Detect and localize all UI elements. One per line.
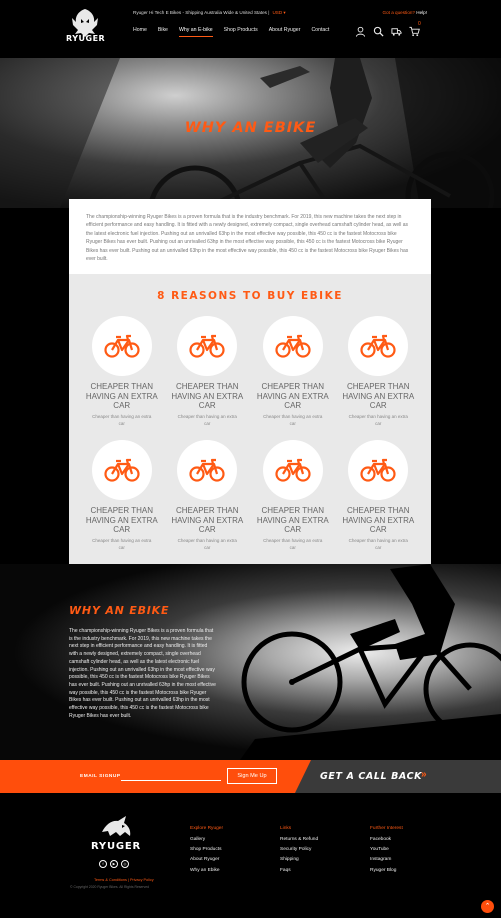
reason-desc: Cheaper than having an extra car bbox=[177, 537, 237, 550]
logo-text[interactable]: RYUGER bbox=[66, 34, 106, 43]
intro-text: The championship-winning Ryuger Bikes is a proven formula that is the industry benchmark. For 2019, this new machine takes the next step in efficient performance and easy handling. It is fitted with a newly designed, extremely compact, single overhead camshaft cylinder head, as well as the latest electronic fuel injection. Pushing out an unrivalled 63hp in the most effective way possible, this 450 cc is the fastest Motocross bike Ryuger Bikes has ever built. Pushing out an unrivalled 63hp in the most effective way possible, this 450 cc is the fastest Motocross bike Ryuger Bikes has ever built. Pushing out an unrivalled 63hp in the most effective way possible, this 450 cc is the fastest Motocross bike Ryuger Bikes has ever built. bbox=[86, 214, 409, 263]
bicycle-icon bbox=[360, 334, 396, 358]
nav-bike[interactable]: Bike bbox=[157, 27, 168, 33]
reason-title: CHEAPER THAN HAVING AN EXTRA CAR bbox=[256, 506, 329, 534]
footer-link-instagram[interactable]: Instagram bbox=[370, 857, 392, 863]
reason-desc: Cheaper than having an extra car bbox=[348, 537, 408, 550]
currency-select[interactable]: USD ▾ bbox=[272, 10, 286, 15]
call-back-link[interactable]: GET A CALL BACK bbox=[320, 771, 423, 782]
reason-desc: Cheaper than having an extra car bbox=[92, 413, 152, 426]
reason-title: CHEAPER THAN HAVING AN EXTRA CAR bbox=[171, 382, 244, 410]
reasons-title: 8 REASONS TO BUY EBIKE bbox=[157, 290, 343, 302]
why-title: WHY AN EBIKE bbox=[69, 604, 170, 617]
header-icons bbox=[355, 21, 421, 35]
footer-col-interest bbox=[370, 826, 403, 878]
bicycle-icon bbox=[189, 458, 225, 482]
email-input[interactable] bbox=[121, 780, 221, 781]
intro-card bbox=[69, 199, 431, 274]
reason-card bbox=[250, 440, 336, 550]
footer-link-gallery[interactable]: Gallery bbox=[190, 837, 206, 842]
reason-desc: Cheaper than having an extra car bbox=[92, 537, 152, 550]
footer-logo-text[interactable]: RYUGER bbox=[90, 841, 142, 852]
back-to-top-icon[interactable]: ⌃ bbox=[481, 900, 494, 913]
nav-contact[interactable]: Contact bbox=[311, 27, 330, 33]
reason-card bbox=[336, 440, 422, 550]
reason-icon-circle bbox=[92, 316, 152, 376]
reason-card bbox=[336, 316, 422, 426]
cart-count: 0 bbox=[418, 21, 421, 27]
reason-title: CHEAPER THAN HAVING AN EXTRA CAR bbox=[256, 382, 329, 410]
currency-value[interactable]: USD bbox=[272, 10, 283, 15]
social-links bbox=[99, 860, 129, 868]
bicycle-icon bbox=[104, 458, 140, 482]
reason-card bbox=[165, 440, 251, 550]
hero-title: WHY AN EBIKE bbox=[184, 120, 317, 136]
bicycle-icon bbox=[189, 334, 225, 358]
reason-icon-circle bbox=[92, 440, 152, 500]
reason-desc: Cheaper than having an extra car bbox=[263, 413, 323, 426]
why-ebike-section bbox=[0, 564, 501, 760]
footer-link-facebook[interactable]: Facebook bbox=[370, 837, 392, 842]
help-prompt bbox=[383, 10, 427, 15]
search-icon[interactable] bbox=[373, 24, 384, 35]
youtube-icon[interactable]: ▶ bbox=[110, 860, 118, 868]
question-text: Got a question? bbox=[382, 10, 415, 15]
footer-col-title: Further Interest bbox=[370, 826, 403, 831]
reason-card bbox=[250, 316, 336, 426]
reason-card bbox=[79, 440, 165, 550]
reason-title: CHEAPER THAN HAVING AN EXTRA CAR bbox=[85, 506, 158, 534]
footer-col-title: Explore Ryuger bbox=[190, 826, 224, 831]
bicycle-icon bbox=[104, 334, 140, 358]
reasons-grid bbox=[79, 316, 421, 550]
main-nav bbox=[133, 27, 340, 33]
reason-icon-circle bbox=[348, 440, 408, 500]
help-link[interactable]: Help! bbox=[416, 10, 427, 15]
reason-card bbox=[165, 316, 251, 426]
user-icon[interactable] bbox=[355, 24, 366, 35]
footer-link-shop[interactable]: Shop Products bbox=[190, 847, 222, 853]
footer-link-blog[interactable]: Ryuger Blog bbox=[370, 867, 397, 873]
footer-link-security[interactable]: Security Policy bbox=[280, 847, 312, 853]
hero-banner bbox=[0, 58, 501, 208]
footer-link-returns[interactable]: Returns & Refund bbox=[280, 837, 319, 842]
nav-home[interactable]: Home bbox=[133, 27, 147, 33]
email-signup-label: EMAIL SIGNUP bbox=[80, 774, 121, 779]
shipping-text: Ryuger Hi Tech E Bikes - Shipping Australia Wide & United States | bbox=[133, 10, 270, 15]
reason-icon-circle bbox=[348, 316, 408, 376]
footer-col-title: Links bbox=[280, 826, 292, 831]
footer-link-why-ebike[interactable]: Why an Ebike bbox=[190, 867, 220, 873]
nav-shop-products[interactable]: Shop Products bbox=[223, 27, 258, 33]
sign-me-up-button[interactable]: Sign Me Up bbox=[227, 768, 277, 784]
copyright: © Copyright 2020 Ryuger Bikes. All Rights Reserved bbox=[70, 885, 150, 889]
reason-desc: Cheaper than having an extra car bbox=[263, 537, 323, 550]
bicycle-icon bbox=[360, 458, 396, 482]
bicycle-icon bbox=[275, 458, 311, 482]
instagram-icon[interactable]: ◎ bbox=[121, 860, 129, 868]
ryuger-footer-logo-icon[interactable] bbox=[98, 814, 134, 840]
reason-title: CHEAPER THAN HAVING AN EXTRA CAR bbox=[85, 382, 158, 410]
facebook-icon[interactable]: f bbox=[99, 860, 107, 868]
delivery-truck-icon[interactable] bbox=[391, 24, 402, 35]
reason-icon-circle bbox=[263, 316, 323, 376]
footer-link-youtube[interactable]: YouTube bbox=[370, 847, 389, 853]
reason-card bbox=[79, 316, 165, 426]
reason-icon-circle bbox=[177, 440, 237, 500]
signup-bar bbox=[0, 760, 501, 793]
bicycle-icon bbox=[275, 334, 311, 358]
site-footer bbox=[0, 793, 501, 918]
reason-title: CHEAPER THAN HAVING AN EXTRA CAR bbox=[342, 382, 415, 410]
reason-icon-circle bbox=[263, 440, 323, 500]
double-chevron-right-icon[interactable]: » bbox=[421, 769, 427, 780]
why-text: The championship-winning Ryuger Bikes is a proven formula that is the industry benchmark. For 2019, this new machine takes the next step in efficient performance and easy handling. It is fitted with a newly designed, extremely compact, single overhead camshaft cylinder head, as well as the latest electronic fuel injection. Pushing out an unrivalled 63hp in the most effective way possible, this 450 cc is the fastest Motocross bike Ryuger Bikes has ever built. Pushing out an unrivalled 63hp in the most effective way possible, this 450 cc is the fastest Motocross bike Ryuger Bikes has ever built. Pushing out an unrivalled 63hp in the most effective way possible, this 450 cc is the fastest Motocross bike Ryuger Bikes has ever built. bbox=[69, 628, 216, 719]
nav-about[interactable]: About Ryuger bbox=[268, 27, 301, 33]
cart-icon[interactable] bbox=[409, 21, 421, 35]
reason-desc: Cheaper than having an extra car bbox=[348, 413, 408, 426]
nav-why-ebike[interactable]: Why an E-bike bbox=[178, 27, 213, 33]
footer-link-shipping[interactable]: Shipping bbox=[280, 857, 299, 863]
footer-col-links bbox=[280, 826, 318, 878]
reasons-section bbox=[69, 274, 431, 564]
footer-link-faqs[interactable]: Faqs bbox=[280, 867, 291, 873]
reason-title: CHEAPER THAN HAVING AN EXTRA CAR bbox=[171, 506, 244, 534]
shipping-notice bbox=[133, 10, 286, 16]
legal-links[interactable]: Terms & Conditions | Privacy Policy bbox=[94, 878, 154, 882]
reason-icon-circle bbox=[177, 316, 237, 376]
site-header bbox=[0, 0, 501, 58]
reason-desc: Cheaper than having an extra car bbox=[177, 413, 237, 426]
footer-col-explore bbox=[190, 826, 223, 878]
footer-link-about[interactable]: About Ryuger bbox=[190, 857, 220, 863]
reason-title: CHEAPER THAN HAVING AN EXTRA CAR bbox=[342, 506, 415, 534]
